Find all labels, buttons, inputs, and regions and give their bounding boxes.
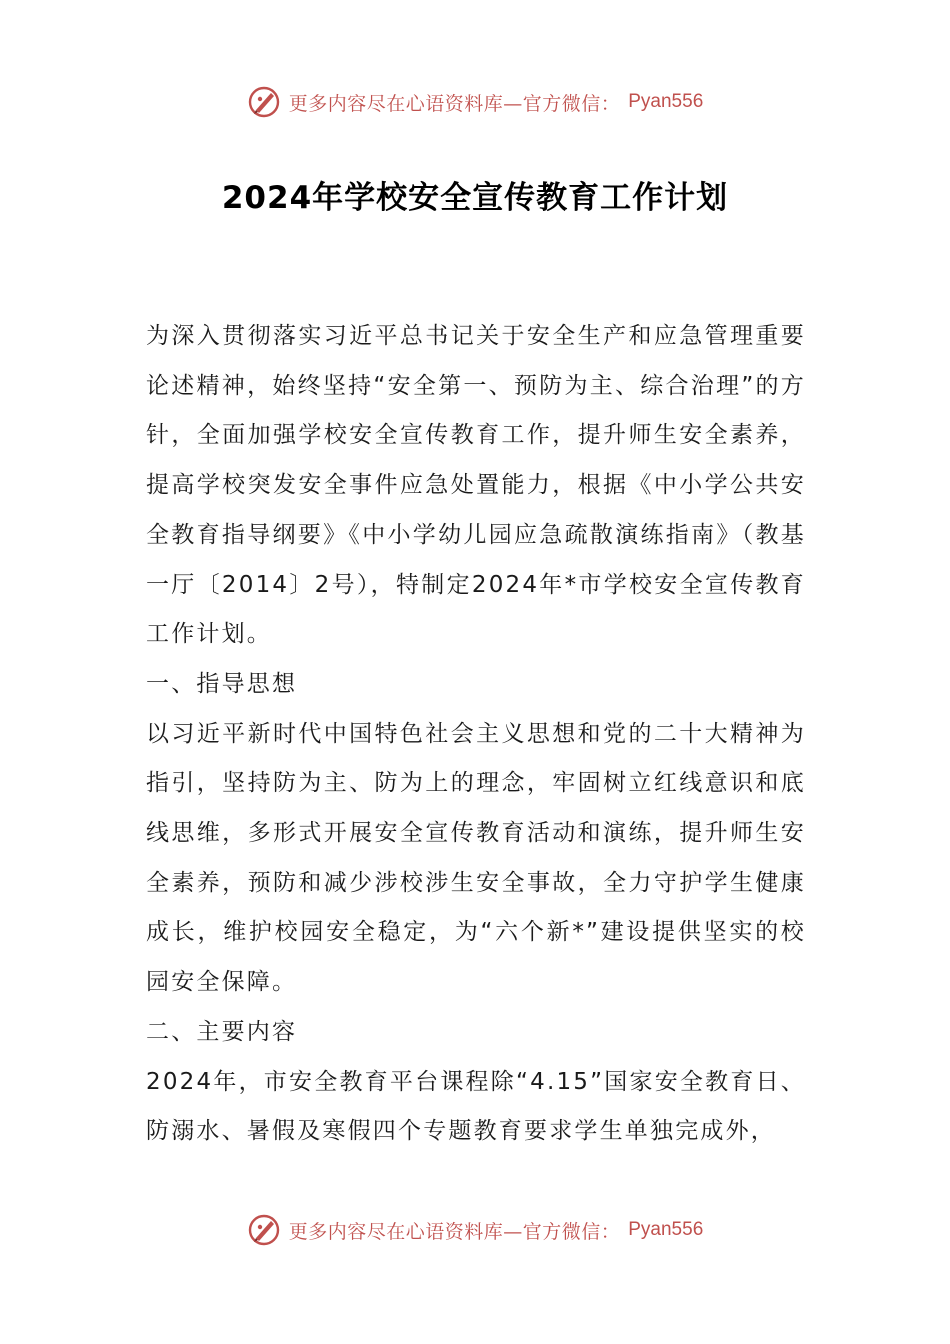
section-heading-main-content: 二、主要内容: [146, 1018, 298, 1045]
section-paragraph-guiding-ideology: 以习近平新时代中国特色社会主义思想和党的二十大精神为指引，坚持防为主、防为上的理念，牢固树立红线意识和底线思维，多形式开展安全宣传教育活动和演练，提升师生安全素养，预防和减少涉校涉生安全事故，全力守护学生健康成长，维护校园安全稳定，为“六个新*”建设提供坚实的校园安全保障。: [146, 720, 806, 996]
watermark-footer: [0, 1210, 950, 1250]
watermark-wechat-id: Pyan556: [628, 91, 704, 112]
watermark-text: 更多内容尽在心语资料库—官方微信：: [288, 92, 621, 115]
document-title: 2024年学校安全宣传教育工作计划: [221, 180, 729, 216]
pen-logo-icon: [247, 85, 281, 119]
document-body: [146, 312, 806, 1157]
watermark-header: [0, 82, 950, 122]
watermark-text: 更多内容尽在心语资料库—官方微信：: [288, 1220, 621, 1243]
intro-paragraph: 为深入贯彻落实习近平总书记关于安全生产和应急管理重要论述精神，始终坚持“安全第一、预防为主、综合治理”的方针，全面加强学校安全宣传教育工作，提升师生安全素养，提高学校突发安全事件应急处置能力，根据《中小学公共安全教育指导纲要》《中小学幼儿园应急疏散演练指南》（教基一厅〔2014〕2号），特制定2024年*市学校安全宣传教育工作计划。: [146, 323, 806, 648]
section-heading-guiding-ideology: 一、指导思想: [146, 670, 298, 697]
pen-logo-icon: [247, 1213, 281, 1247]
watermark-wechat-id: Pyan556: [628, 1219, 704, 1240]
section-paragraph-main-content: 2024年，市安全教育平台课程除“4.15”国家安全教育日、防溺水、暑假及寒假四个专题教育要求学生单独完成外，: [146, 1068, 806, 1145]
